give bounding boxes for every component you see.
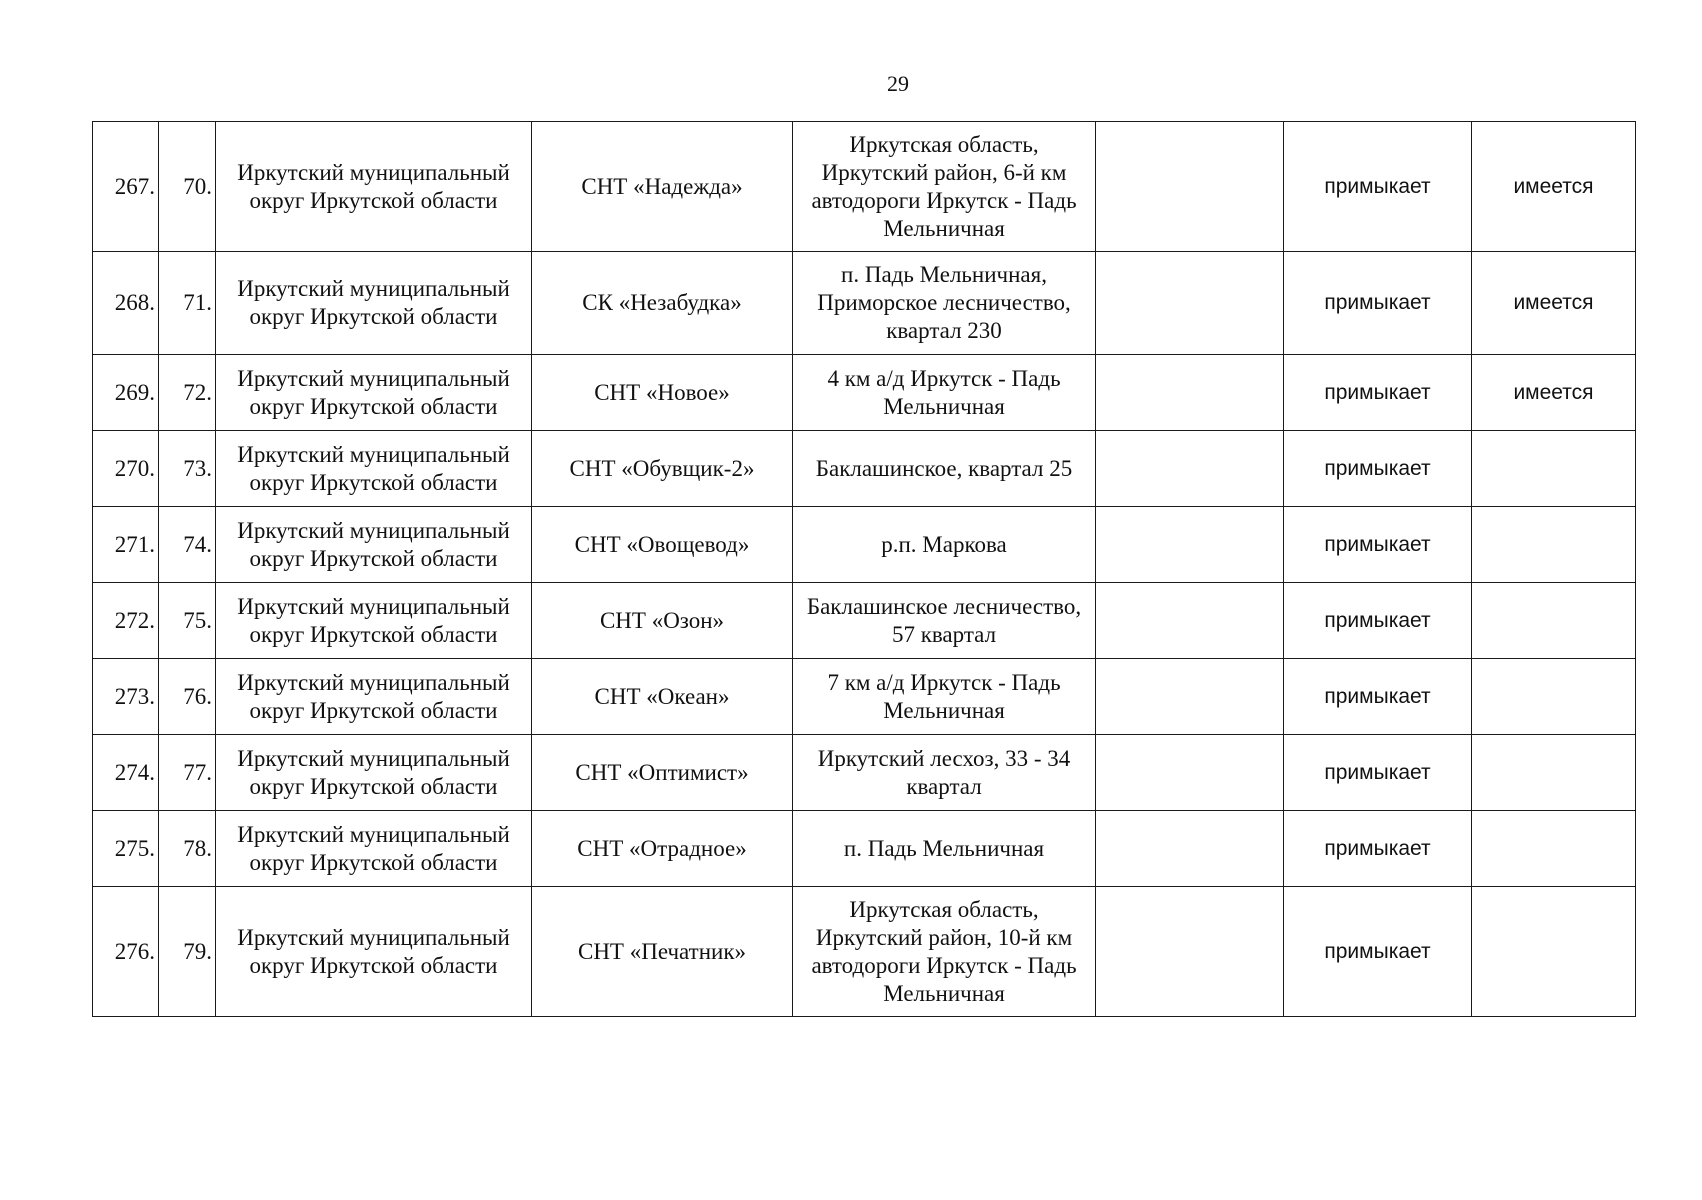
availability-cell [1472,507,1636,583]
table-row [93,583,1636,659]
organization-name-cell: СК «Незабудка» [532,252,793,355]
location-cell: р.п. Маркова [793,507,1096,583]
location-cell: п. Падь Мельничная [793,811,1096,887]
table-row [93,887,1636,1017]
adjacency-cell: примыкает [1284,355,1472,431]
adjacency-cell: примыкает [1284,659,1472,735]
municipality-cell: Иркутский муниципальный округ Иркутской области [216,583,532,659]
organization-name-cell: СНТ «Озон» [532,583,793,659]
page-number: 29 [887,71,909,96]
table-row [93,355,1636,431]
settlements-table [92,121,1636,1017]
row-sub-number: 76. [159,659,216,735]
availability-cell: имеется [1472,122,1636,252]
table-row [93,507,1636,583]
availability-cell: имеется [1472,252,1636,355]
row-sub-number: 72. [159,355,216,431]
availability-cell [1472,811,1636,887]
municipality-cell: Иркутский муниципальный округ Иркутской области [216,659,532,735]
adjacency-cell: примыкает [1284,122,1472,252]
organization-name-cell: СНТ «Океан» [532,659,793,735]
row-number: 272. [93,583,159,659]
location-cell: 4 км а/д Иркутск - Падь Мельничная [793,355,1096,431]
empty-cell [1096,659,1284,735]
availability-cell: имеется [1472,355,1636,431]
table-row [93,431,1636,507]
municipality-cell: Иркутский муниципальный округ Иркутской области [216,431,532,507]
row-sub-number: 79. [159,887,216,1017]
availability-cell [1472,735,1636,811]
location-cell: Баклашинское лесничество, 57 квартал [793,583,1096,659]
row-sub-number: 70. [159,122,216,252]
empty-cell [1096,355,1284,431]
municipality-cell: Иркутский муниципальный округ Иркутской области [216,811,532,887]
organization-name-cell: СНТ «Обувщик-2» [532,431,793,507]
adjacency-cell: примыкает [1284,507,1472,583]
table-row [93,811,1636,887]
adjacency-cell: примыкает [1284,811,1472,887]
row-number: 270. [93,431,159,507]
location-cell: Иркутская область, Иркутский район, 10-й км автодороги Иркутск - Падь Мельничная [793,887,1096,1017]
location-cell: п. Падь Мельничная, Приморское лесничество, квартал 230 [793,252,1096,355]
availability-cell [1472,583,1636,659]
row-sub-number: 75. [159,583,216,659]
adjacency-cell: примыкает [1284,252,1472,355]
organization-name-cell: СНТ «Печатник» [532,887,793,1017]
row-number: 271. [93,507,159,583]
row-number: 273. [93,659,159,735]
row-number: 275. [93,811,159,887]
adjacency-cell: примыкает [1284,735,1472,811]
organization-name-cell: СНТ «Новое» [532,355,793,431]
municipality-cell: Иркутский муниципальный округ Иркутской области [216,122,532,252]
municipality-cell: Иркутский муниципальный округ Иркутской области [216,507,532,583]
location-cell: 7 км а/д Иркутск - Падь Мельничная [793,659,1096,735]
row-number: 268. [93,252,159,355]
table-row [93,659,1636,735]
row-number: 274. [93,735,159,811]
empty-cell [1096,887,1284,1017]
row-number: 267. [93,122,159,252]
row-sub-number: 74. [159,507,216,583]
empty-cell [1096,431,1284,507]
table-row [93,122,1636,252]
availability-cell [1472,431,1636,507]
row-sub-number: 71. [159,252,216,355]
municipality-cell: Иркутский муниципальный округ Иркутской области [216,735,532,811]
row-sub-number: 73. [159,431,216,507]
empty-cell [1096,122,1284,252]
table-row [93,735,1636,811]
location-cell: Иркутский лесхоз, 33 - 34 квартал [793,735,1096,811]
municipality-cell: Иркутский муниципальный округ Иркутской области [216,355,532,431]
table-row [93,252,1636,355]
location-cell: Иркутская область, Иркутский район, 6-й км автодороги Иркутск - Падь Мельничная [793,122,1096,252]
organization-name-cell: СНТ «Отрадное» [532,811,793,887]
row-sub-number: 78. [159,811,216,887]
adjacency-cell: примыкает [1284,887,1472,1017]
availability-cell [1472,887,1636,1017]
municipality-cell: Иркутский муниципальный округ Иркутской области [216,252,532,355]
empty-cell [1096,735,1284,811]
row-number: 276. [93,887,159,1017]
organization-name-cell: СНТ «Надежда» [532,122,793,252]
empty-cell [1096,507,1284,583]
empty-cell [1096,811,1284,887]
empty-cell [1096,252,1284,355]
location-cell: Баклашинское, квартал 25 [793,431,1096,507]
empty-cell [1096,583,1284,659]
availability-cell [1472,659,1636,735]
organization-name-cell: СНТ «Оптимист» [532,735,793,811]
adjacency-cell: примыкает [1284,583,1472,659]
adjacency-cell: примыкает [1284,431,1472,507]
organization-name-cell: СНТ «Овощевод» [532,507,793,583]
row-sub-number: 77. [159,735,216,811]
row-number: 269. [93,355,159,431]
municipality-cell: Иркутский муниципальный округ Иркутской области [216,887,532,1017]
